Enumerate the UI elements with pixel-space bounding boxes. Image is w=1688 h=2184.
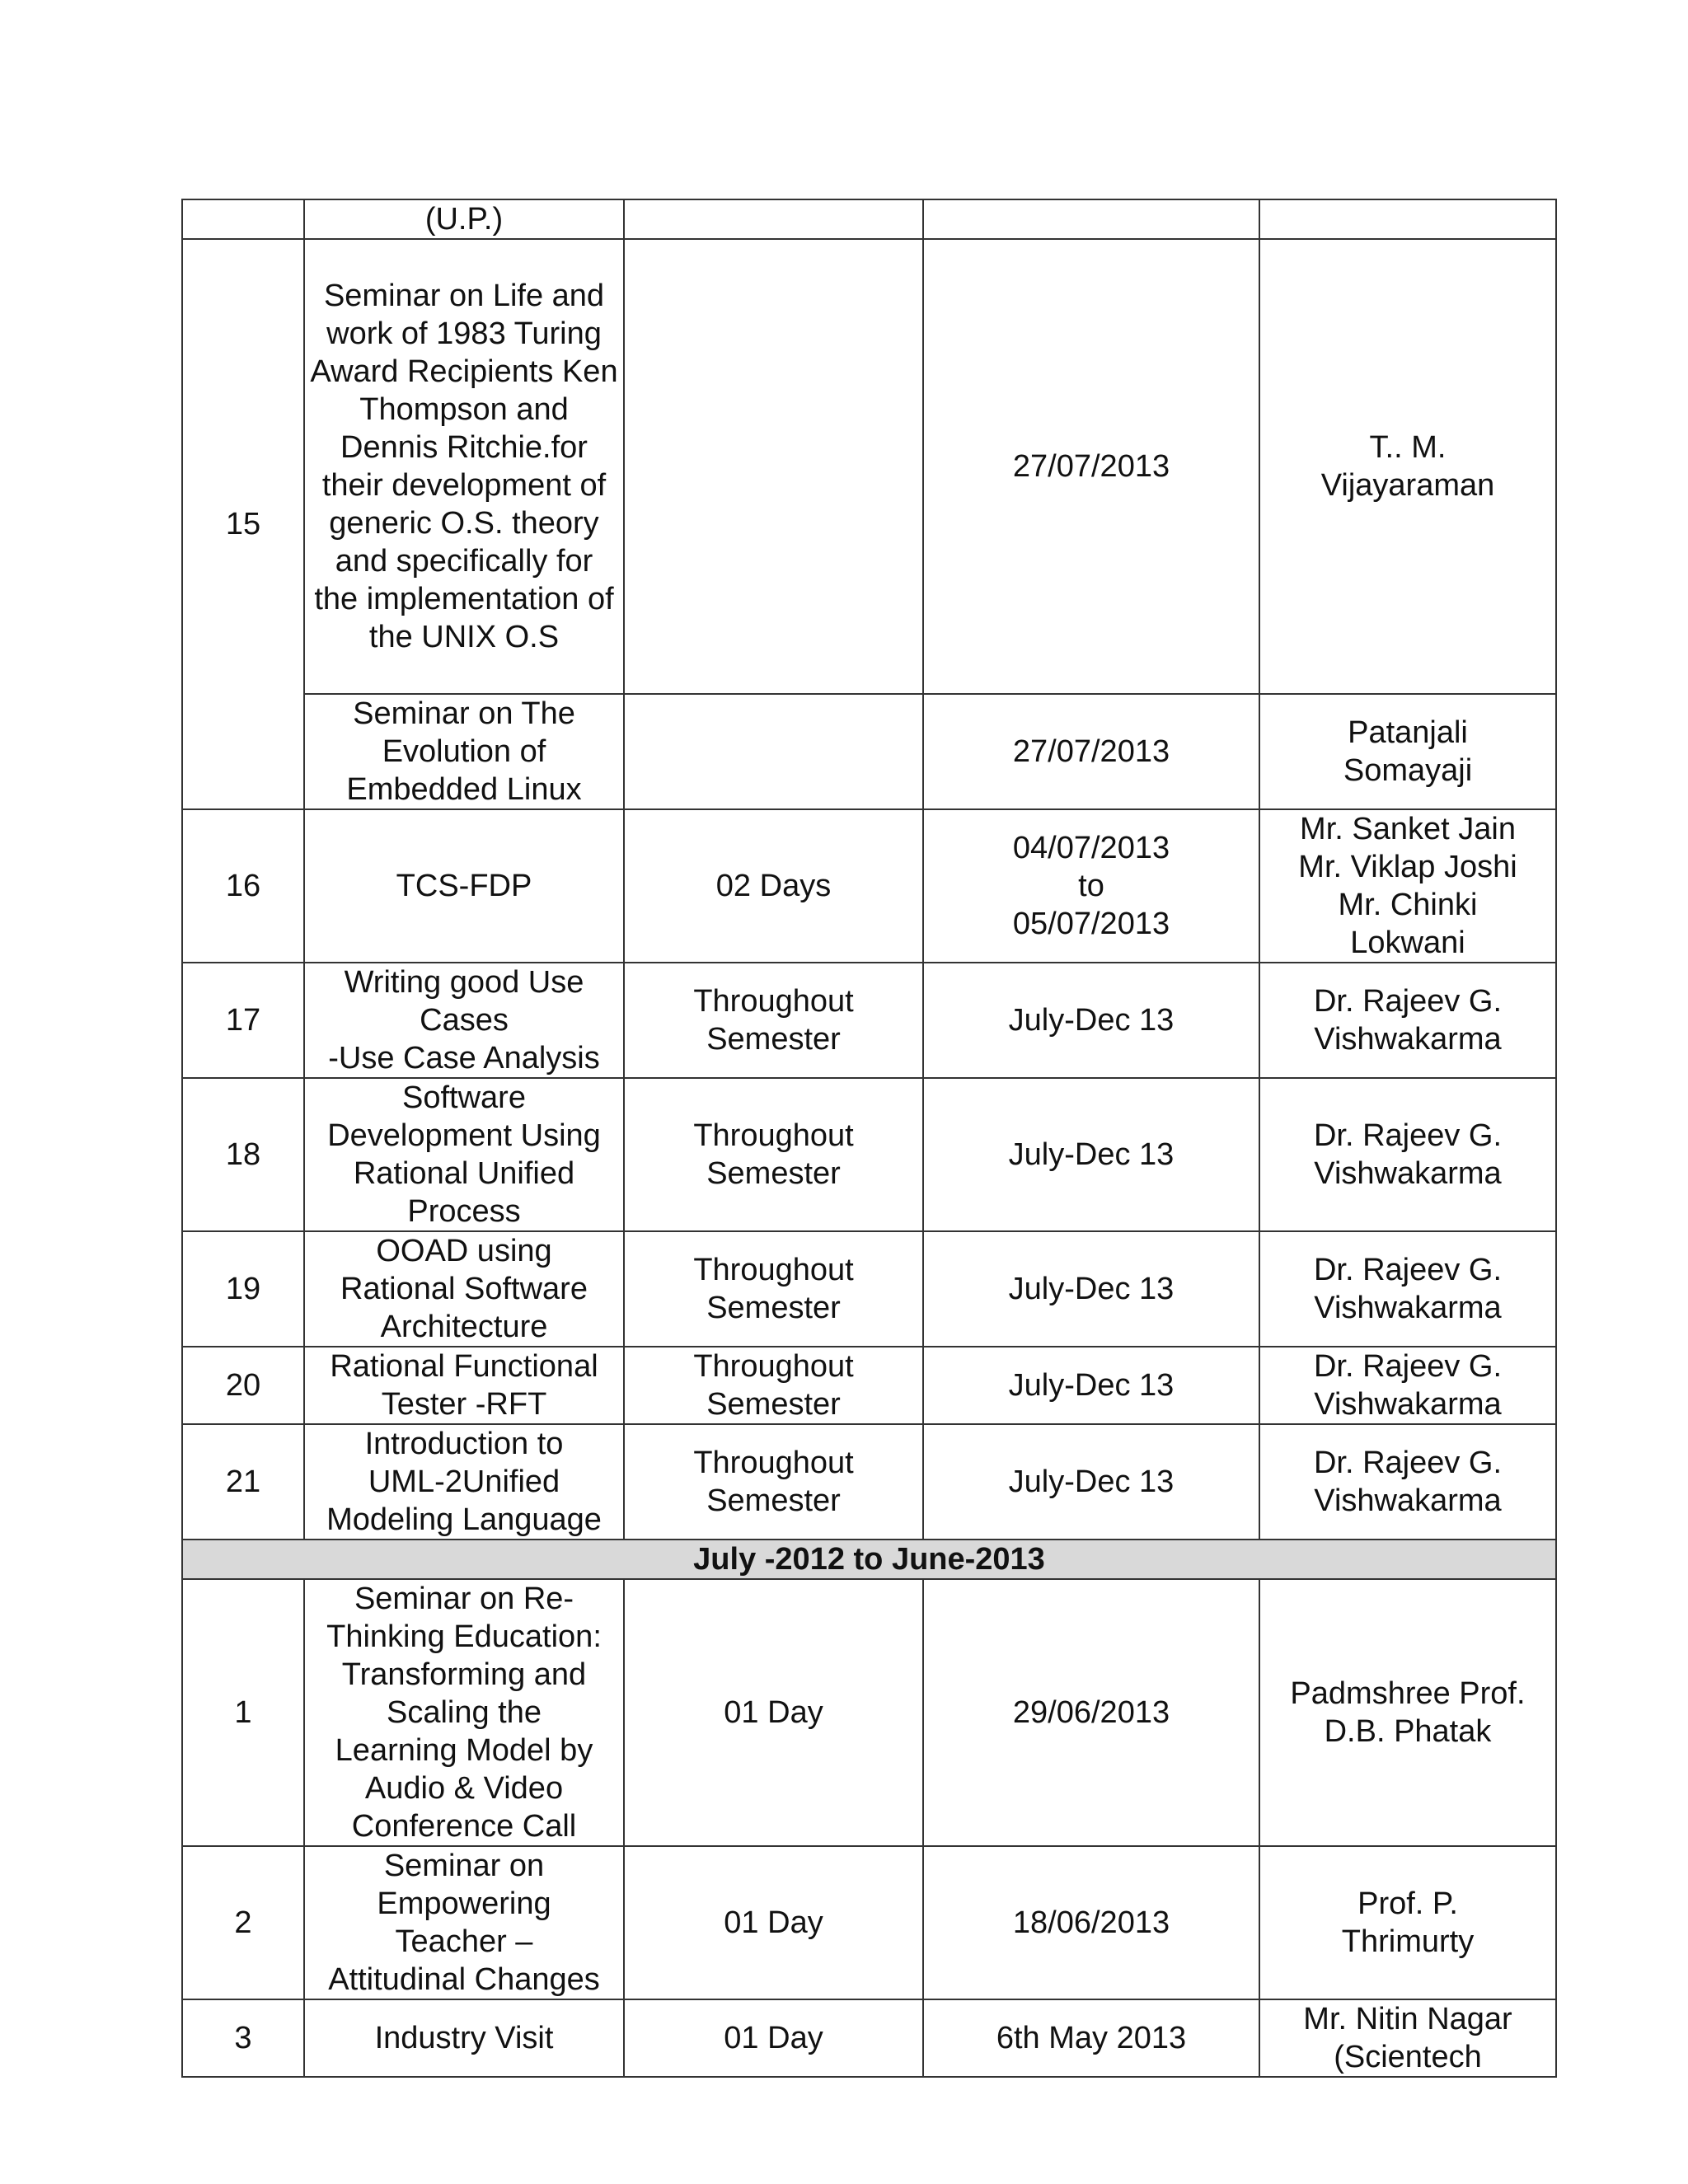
cell-duration: Throughout Semester bbox=[624, 963, 923, 1078]
cell-date bbox=[923, 199, 1259, 239]
cell-resource: Mr. Sanket Jain Mr. Viklap Joshi Mr. Chinki Lokwani bbox=[1259, 809, 1556, 963]
cell-no: 21 bbox=[182, 1424, 304, 1540]
table-row bbox=[182, 1231, 1556, 1347]
cell-duration bbox=[624, 199, 923, 239]
table-row bbox=[182, 809, 1556, 963]
cell-no: 20 bbox=[182, 1347, 304, 1424]
cell-event: OOAD using Rational Software Architecture bbox=[304, 1231, 624, 1347]
table-row bbox=[182, 1424, 1556, 1540]
cell-resource: Patanjali Somayaji bbox=[1259, 694, 1556, 809]
cell-resource: Padmshree Prof. D.B. Phatak bbox=[1259, 1579, 1556, 1846]
cell-resource: Dr. Rajeev G. Vishwakarma bbox=[1259, 1347, 1556, 1424]
cell-event: Seminar on Re- Thinking Education: Transforming and Scaling the Learning Model by Audio & Video Conference Call bbox=[304, 1579, 624, 1846]
cell-event: Seminar on Life and work of 1983 Turing Award Recipients Ken Thompson and Dennis Ritchie.for their development of generic O.S. theory and specifically for the implementation of the UNIX O.S bbox=[304, 239, 624, 694]
cell-no: 1 bbox=[182, 1579, 304, 1846]
table-row bbox=[182, 1846, 1556, 1999]
cell-resource: T.. M. Vijayaraman bbox=[1259, 239, 1556, 694]
table-row bbox=[182, 1999, 1556, 2077]
cell-date: 04/07/2013 to 05/07/2013 bbox=[923, 809, 1259, 963]
cell-event: Writing good Use Cases -Use Case Analysis bbox=[304, 963, 624, 1078]
cell-no: 2 bbox=[182, 1846, 304, 1999]
cell-duration bbox=[624, 694, 923, 809]
section-header-row bbox=[182, 1540, 1556, 1579]
cell-event: Seminar on Empowering Teacher – Attitudinal Changes bbox=[304, 1846, 624, 1999]
cell-duration: Throughout Semester bbox=[624, 1078, 923, 1231]
cell-no: 15 bbox=[182, 239, 304, 809]
cell-event: Introduction to UML-2Unified Modeling Language bbox=[304, 1424, 624, 1540]
cell-duration: 01 Day bbox=[624, 1999, 923, 2077]
cell-date: 27/07/2013 bbox=[923, 239, 1259, 694]
table-row bbox=[182, 694, 1556, 809]
cell-duration bbox=[624, 239, 923, 694]
table-row bbox=[182, 199, 1556, 239]
cell-duration: 01 Day bbox=[624, 1846, 923, 1999]
cell-event: Software Development Using Rational Unified Process bbox=[304, 1078, 624, 1231]
cell-duration: Throughout Semester bbox=[624, 1347, 923, 1424]
cell-date: 18/06/2013 bbox=[923, 1846, 1259, 1999]
cell-date: 6th May 2013 bbox=[923, 1999, 1259, 2077]
cell-event: TCS-FDP bbox=[304, 809, 624, 963]
section-header: July -2012 to June-2013 bbox=[182, 1540, 1556, 1579]
cell-no: 18 bbox=[182, 1078, 304, 1231]
cell-date: July-Dec 13 bbox=[923, 1078, 1259, 1231]
cell-resource: Dr. Rajeev G. Vishwakarma bbox=[1259, 1231, 1556, 1347]
cell-date: July-Dec 13 bbox=[923, 963, 1259, 1078]
cell-no: 3 bbox=[182, 1999, 304, 2077]
table-row bbox=[182, 1078, 1556, 1231]
cell-no: 17 bbox=[182, 963, 304, 1078]
cell-event: (U.P.) bbox=[304, 199, 624, 239]
cell-duration: Throughout Semester bbox=[624, 1424, 923, 1540]
cell-no bbox=[182, 199, 304, 239]
cell-date: July-Dec 13 bbox=[923, 1424, 1259, 1540]
cell-resource: Prof. P. Thrimurty bbox=[1259, 1846, 1556, 1999]
table-row bbox=[182, 239, 1556, 694]
cell-resource: Dr. Rajeev G. Vishwakarma bbox=[1259, 1424, 1556, 1540]
cell-resource: Mr. Nitin Nagar (Scientech bbox=[1259, 1999, 1556, 2077]
cell-no: 16 bbox=[182, 809, 304, 963]
table-row bbox=[182, 1347, 1556, 1424]
table-row bbox=[182, 1579, 1556, 1846]
cell-no: 19 bbox=[182, 1231, 304, 1347]
cell-date: July-Dec 13 bbox=[923, 1347, 1259, 1424]
cell-event: Rational Functional Tester -RFT bbox=[304, 1347, 624, 1424]
cell-date: July-Dec 13 bbox=[923, 1231, 1259, 1347]
activities-table bbox=[181, 199, 1557, 2078]
cell-resource bbox=[1259, 199, 1556, 239]
table-row bbox=[182, 963, 1556, 1078]
cell-duration: Throughout Semester bbox=[624, 1231, 923, 1347]
cell-event: Industry Visit bbox=[304, 1999, 624, 2077]
cell-event: Seminar on The Evolution of Embedded Linux bbox=[304, 694, 624, 809]
cell-resource: Dr. Rajeev G. Vishwakarma bbox=[1259, 1078, 1556, 1231]
cell-duration: 02 Days bbox=[624, 809, 923, 963]
cell-duration: 01 Day bbox=[624, 1579, 923, 1846]
cell-date: 29/06/2013 bbox=[923, 1579, 1259, 1846]
cell-date: 27/07/2013 bbox=[923, 694, 1259, 809]
cell-resource: Dr. Rajeev G. Vishwakarma bbox=[1259, 963, 1556, 1078]
